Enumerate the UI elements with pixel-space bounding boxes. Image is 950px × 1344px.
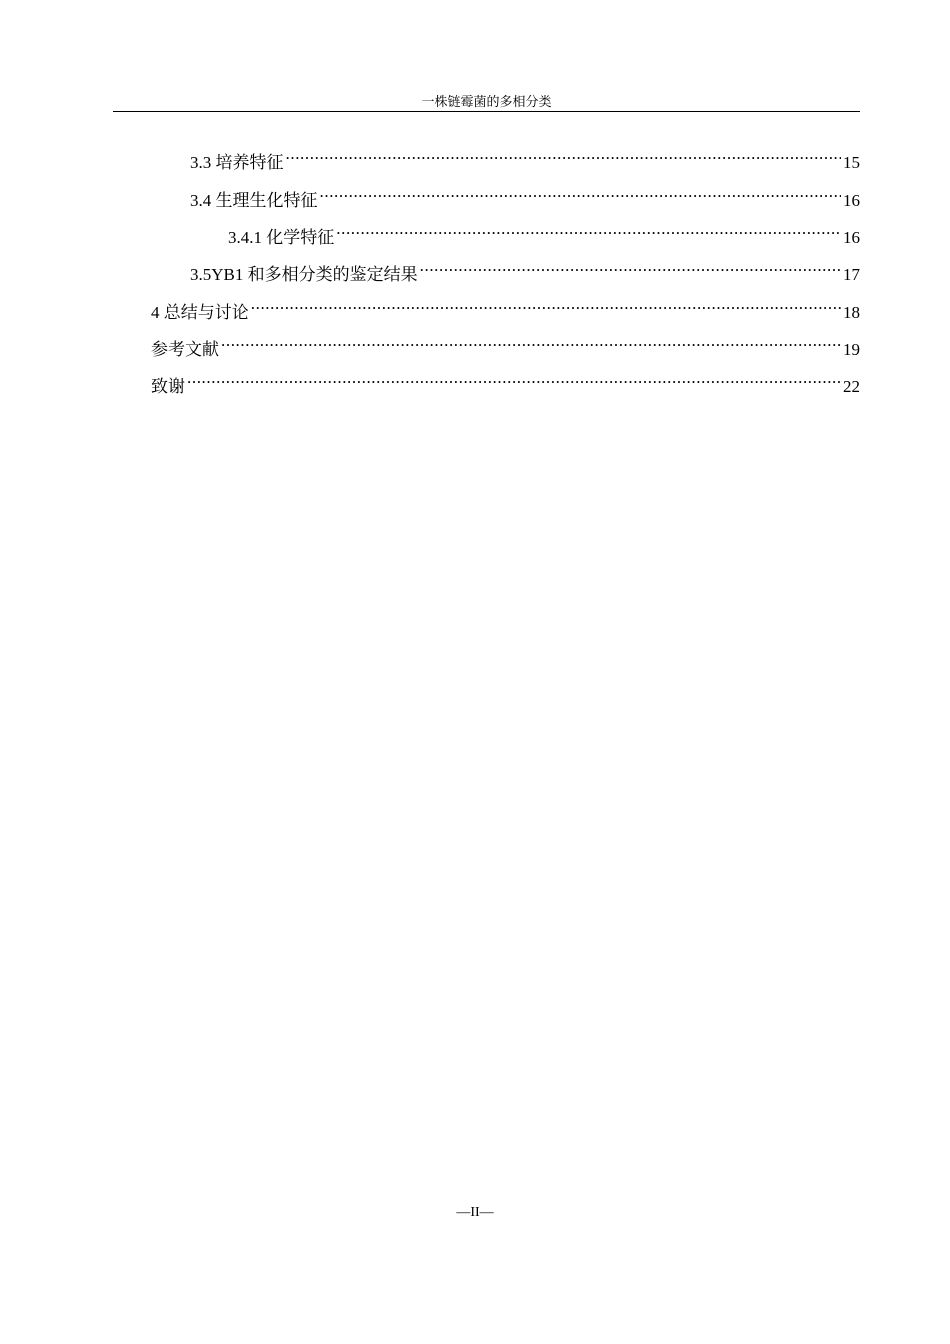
toc-entry-title: 致谢 [151, 377, 185, 396]
toc-leader-dots [221, 327, 841, 355]
toc-entry-3-4[interactable] [190, 178, 860, 210]
toc-entry-title: 参考文献 [151, 340, 219, 359]
toc-entry-title: 3.4.1 化学特征 [228, 228, 335, 247]
toc-entry-title: 3.5YB1 和多相分类的鉴定结果 [190, 265, 418, 284]
toc-entry-title: 3.3 培养特征 [190, 153, 284, 172]
toc-page-number: 19 [843, 340, 860, 359]
running-header: 一株链霉菌的多相分类 [421, 94, 552, 109]
toc-page-number: 17 [843, 265, 860, 284]
header-rule [113, 111, 860, 112]
page-number-footer: —II— [456, 1205, 494, 1220]
toc-leader-dots [187, 364, 841, 392]
toc-entry-3-5[interactable] [190, 252, 860, 284]
toc-entry-title: 4 总结与讨论 [151, 303, 249, 322]
toc-page-number: 16 [843, 191, 860, 210]
toc-entry-3-3[interactable] [190, 140, 860, 172]
toc-page-number: 18 [843, 303, 860, 322]
toc-entry-3-4-1[interactable] [228, 215, 860, 247]
toc-page-number: 22 [843, 377, 860, 396]
toc-leader-dots [251, 290, 841, 318]
toc-leader-dots [320, 178, 842, 206]
toc-leader-dots [286, 140, 842, 168]
toc-leader-dots [420, 252, 841, 280]
toc-page-number: 16 [843, 228, 860, 247]
toc-entry-acknowledgements[interactable] [151, 364, 860, 396]
toc-entry-4[interactable] [151, 290, 860, 322]
toc-leader-dots [336, 215, 841, 243]
toc-entry-references[interactable] [151, 327, 860, 359]
toc-page-number: 15 [843, 153, 860, 172]
toc-entry-title: 3.4 生理生化特征 [190, 191, 318, 210]
